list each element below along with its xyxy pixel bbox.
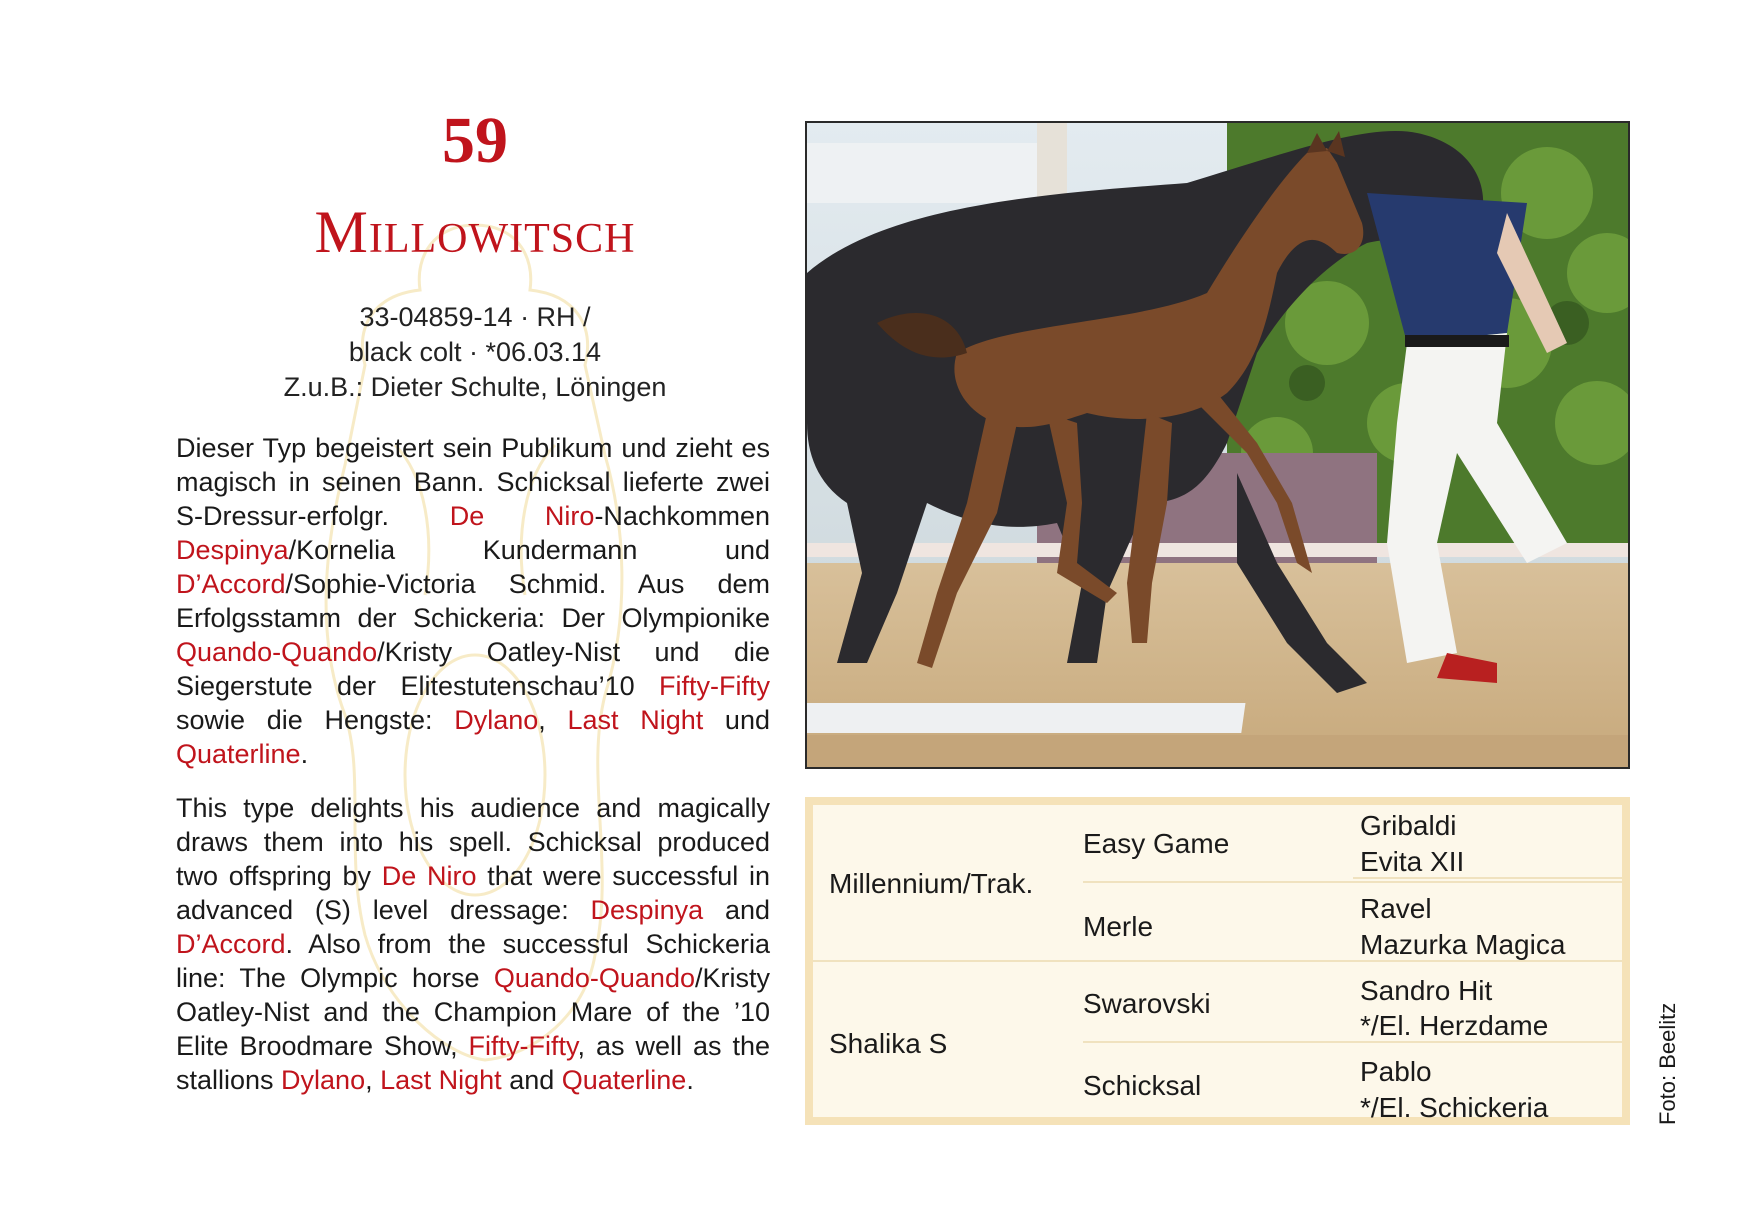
registration-line: 33-04859-14 · RH / xyxy=(359,302,591,332)
text-span: -Nachkommen xyxy=(594,501,770,531)
horse-reference: Last Night xyxy=(567,705,704,735)
text-span: sowie die Hengste: xyxy=(176,705,455,735)
horse-reference: Dylano xyxy=(454,705,539,735)
horse-reference: Despinya xyxy=(176,535,289,565)
pedigree-ss-dam: Evita XII xyxy=(1360,846,1465,877)
text-span: /Kristy Oatley-Nist und die Siegerstute der Elitestutenschau’10 xyxy=(176,637,770,701)
pedigree-sire-dam: Merle xyxy=(1083,911,1154,942)
pedigree-sire-sire: Easy Game xyxy=(1083,828,1230,859)
horse-details xyxy=(180,300,770,405)
text-span: , as well as the stallions xyxy=(176,1031,770,1095)
horse-name: Millowitsch xyxy=(314,199,636,265)
foal-photo-illustration xyxy=(807,123,1628,767)
text-span: und xyxy=(703,705,770,735)
pedigree-inner xyxy=(813,805,1622,1123)
text-span: , xyxy=(365,1065,381,1095)
text-span: /Kornelia Kundermann und xyxy=(288,535,770,565)
foal-photo xyxy=(805,121,1630,769)
text-span: /Sophie-Victoria Schmid. Aus dem Erfolgsstamm der Schickeria: Der Olympionike xyxy=(176,569,770,633)
horse-reference: Quaterline xyxy=(176,739,301,769)
pedigree-dam: Shalika S xyxy=(829,1028,948,1059)
description-english xyxy=(176,791,770,1097)
text-span: . Also from the successful Schickeria line: The Olympic horse xyxy=(176,929,770,993)
horse-reference: De Niro xyxy=(449,501,595,531)
row-divider xyxy=(1083,881,1622,883)
horse-reference: D’Accord xyxy=(176,929,286,959)
pedigree-table xyxy=(805,797,1630,1125)
pedigree-sd-sire: Ravel xyxy=(1360,893,1432,924)
horse-reference: De Niro xyxy=(381,861,477,891)
pedigree-dam-sire: Swarovski xyxy=(1083,988,1211,1019)
text-span: . xyxy=(300,739,309,769)
text-span: /Kristy Oatley-Nist and the Champion Mare of the ’10 Elite Broodmare Show, xyxy=(176,963,770,1061)
pedigree-ds-sire: Sandro Hit xyxy=(1360,975,1493,1006)
text-span: and xyxy=(501,1065,562,1095)
text-span: and xyxy=(703,895,770,925)
horse-reference: Quando-Quando xyxy=(493,963,695,993)
pedigree-ds-dam: */El. Herzdame xyxy=(1360,1010,1549,1041)
horse-reference: Dylano xyxy=(281,1065,366,1095)
text-span: Dieser Typ begeistert sein Publikum und zieht es magisch in seinen Bann. Schicksal lieferte zwei S-Dressur-erfolgr. xyxy=(176,433,770,531)
horse-reference: D’Accord xyxy=(176,569,286,599)
description-german xyxy=(176,431,770,771)
horse-reference: Last Night xyxy=(380,1065,502,1095)
text-span: that were successful in advanced (S) level dressage: xyxy=(176,861,771,925)
horse-reference: Fifty-Fifty xyxy=(659,671,770,701)
horse-reference: Quaterline xyxy=(561,1065,687,1095)
pedigree-dd-sire: Pablo xyxy=(1360,1056,1432,1087)
breeder-line: Z.u.B.: Dieter Schulte, Löningen xyxy=(283,372,667,402)
pedigree-sire: Millennium/Trak. xyxy=(829,868,1034,899)
photo-credit: Foto: Beelitz xyxy=(1655,1002,1680,1125)
horse-reference: Despinya xyxy=(590,895,704,925)
text-span: This type delights his audience and magically draws them into his spell. Schicksal produced two offspring by xyxy=(176,793,770,891)
text-span: , xyxy=(538,705,568,735)
horse-reference: Fifty-Fifty xyxy=(468,1031,578,1061)
lot-number: 59 xyxy=(442,104,508,177)
colour-birthdate-line: black colt · *06.03.14 xyxy=(348,337,602,367)
pedigree-dd-dam: */El. Schickeria xyxy=(1360,1092,1549,1123)
text-span: . xyxy=(686,1065,694,1095)
pedigree-dam-dam: Schicksal xyxy=(1083,1070,1202,1101)
pedigree-ss-sire: Gribaldi xyxy=(1360,810,1457,841)
horse-reference: Quando-Quando xyxy=(176,637,378,667)
pedigree-sd-dam: Mazurka Magica xyxy=(1360,929,1566,960)
